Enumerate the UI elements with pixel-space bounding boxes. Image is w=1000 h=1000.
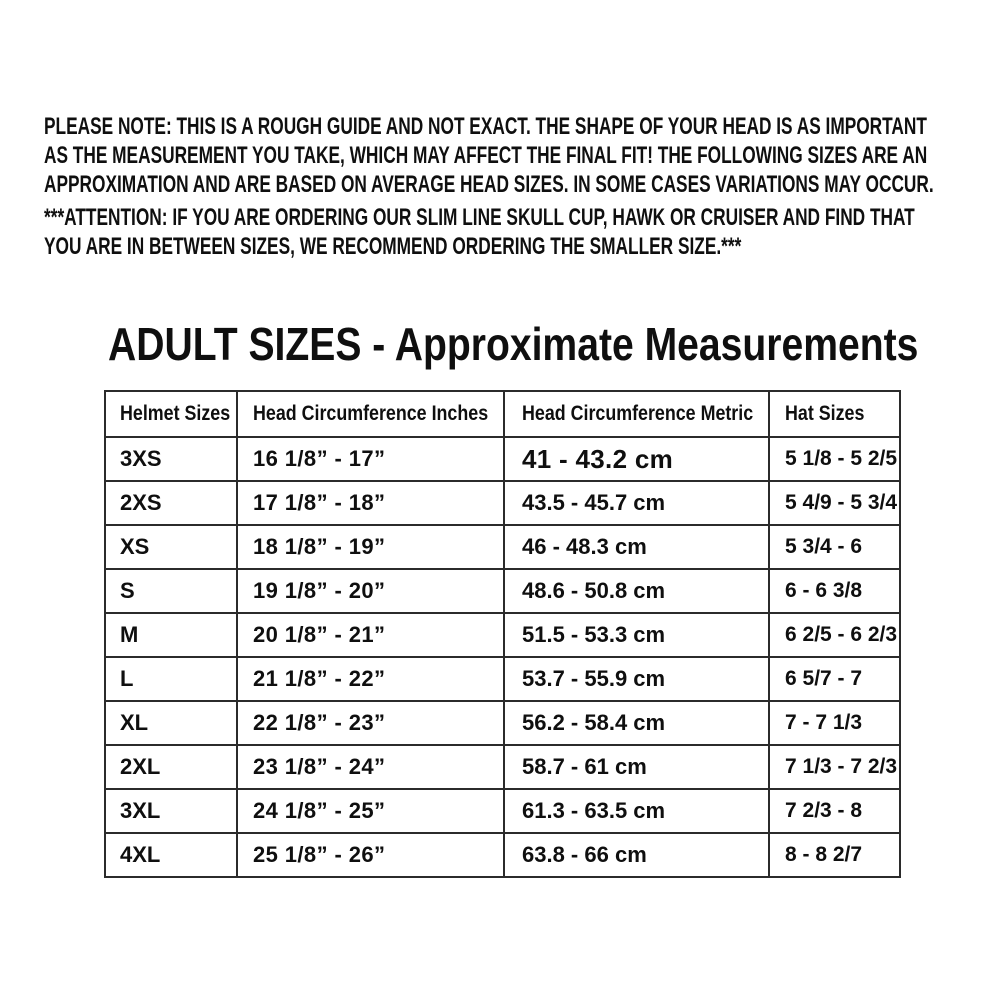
table-row — [105, 657, 900, 701]
hat-size-cell: 5 1/8 - 5 2/5 — [769, 437, 900, 481]
hat-size-cell: 5 4/9 - 5 3/4 — [769, 481, 900, 525]
inches-cell: 19 1/8” - 20” — [237, 569, 504, 613]
header-hat-sizes: Hat Sizes — [769, 391, 900, 437]
metric-cell: 56.2 - 58.4 cm — [504, 701, 769, 745]
table-row — [105, 481, 900, 525]
metric-cell: 46 - 48.3 cm — [504, 525, 769, 569]
helmet-size-cell: XS — [105, 525, 237, 569]
attention-line: ***ATTENTION: IF YOU ARE ORDERING OUR SLIM LINE SKULL CUP, HAWK OR CRUISER AND FIND THAT — [44, 204, 915, 231]
hat-size-cell: 7 1/3 - 7 2/3 — [769, 745, 900, 789]
helmet-size-cell: 2XS — [105, 481, 237, 525]
inches-cell: 16 1/8” - 17” — [237, 437, 504, 481]
hat-size-cell: 7 - 7 1/3 — [769, 701, 900, 745]
hat-size-cell: 7 2/3 - 8 — [769, 789, 900, 833]
helmet-size-cell: 2XL — [105, 745, 237, 789]
note-paragraph — [44, 112, 934, 199]
metric-cell: 58.7 - 61 cm — [504, 745, 769, 789]
table-row — [105, 525, 900, 569]
metric-cell: 53.7 - 55.9 cm — [504, 657, 769, 701]
inches-cell: 20 1/8” - 21” — [237, 613, 504, 657]
inches-cell: 25 1/8” - 26” — [237, 833, 504, 877]
metric-cell: 43.5 - 45.7 cm — [504, 481, 769, 525]
table-row — [105, 613, 900, 657]
helmet-size-cell: 3XL — [105, 789, 237, 833]
adult-sizes-table — [104, 390, 901, 878]
header-circumference-inches: Head Circumference Inches — [237, 391, 504, 437]
table-row — [105, 833, 900, 877]
note-line: AS THE MEASUREMENT YOU TAKE, WHICH MAY AFFECT THE FINAL FIT! THE FOLLOWING SIZES ARE AN — [44, 142, 928, 169]
note-line: APPROXIMATION AND ARE BASED ON AVERAGE HEAD SIZES. IN SOME CASES VARIATIONS MAY OCCUR. — [44, 171, 934, 198]
page-title: ADULT SIZES - Approximate Measurements — [108, 318, 919, 370]
metric-cell: 61.3 - 63.5 cm — [504, 789, 769, 833]
inches-cell: 21 1/8” - 22” — [237, 657, 504, 701]
inches-cell: 23 1/8” - 24” — [237, 745, 504, 789]
table-row — [105, 437, 900, 481]
note-line: PLEASE NOTE: THIS IS A ROUGH GUIDE AND NOT EXACT. THE SHAPE OF YOUR HEAD IS AS IMPORTANT — [44, 113, 927, 140]
hat-size-cell: 6 5/7 - 7 — [769, 657, 900, 701]
table-row — [105, 701, 900, 745]
helmet-size-cell: L — [105, 657, 237, 701]
helmet-size-cell: 4XL — [105, 833, 237, 877]
attention-paragraph — [44, 203, 915, 261]
helmet-size-cell: S — [105, 569, 237, 613]
inches-cell: 17 1/8” - 18” — [237, 481, 504, 525]
header-circumference-metric: Head Circumference Metric — [504, 391, 769, 437]
helmet-size-cell: XL — [105, 701, 237, 745]
metric-cell: 48.6 - 50.8 cm — [504, 569, 769, 613]
hat-size-cell: 6 - 6 3/8 — [769, 569, 900, 613]
helmet-size-cell: 3XS — [105, 437, 237, 481]
metric-cell: 51.5 - 53.3 cm — [504, 613, 769, 657]
metric-cell: 41 - 43.2 cm — [504, 437, 769, 481]
hat-size-cell: 6 2/5 - 6 2/3 — [769, 613, 900, 657]
hat-size-cell: 5 3/4 - 6 — [769, 525, 900, 569]
inches-cell: 18 1/8” - 19” — [237, 525, 504, 569]
hat-size-cell: 8 - 8 2/7 — [769, 833, 900, 877]
table-row — [105, 789, 900, 833]
inches-cell: 24 1/8” - 25” — [237, 789, 504, 833]
inches-cell: 22 1/8” - 23” — [237, 701, 504, 745]
attention-line: YOU ARE IN BETWEEN SIZES, WE RECOMMEND ORDERING THE SMALLER SIZE.*** — [44, 233, 742, 260]
table-header-row — [105, 391, 900, 437]
metric-cell: 63.8 - 66 cm — [504, 833, 769, 877]
helmet-size-cell: M — [105, 613, 237, 657]
table-row — [105, 745, 900, 789]
header-helmet-sizes: Helmet Sizes — [105, 391, 237, 437]
table-row — [105, 569, 900, 613]
